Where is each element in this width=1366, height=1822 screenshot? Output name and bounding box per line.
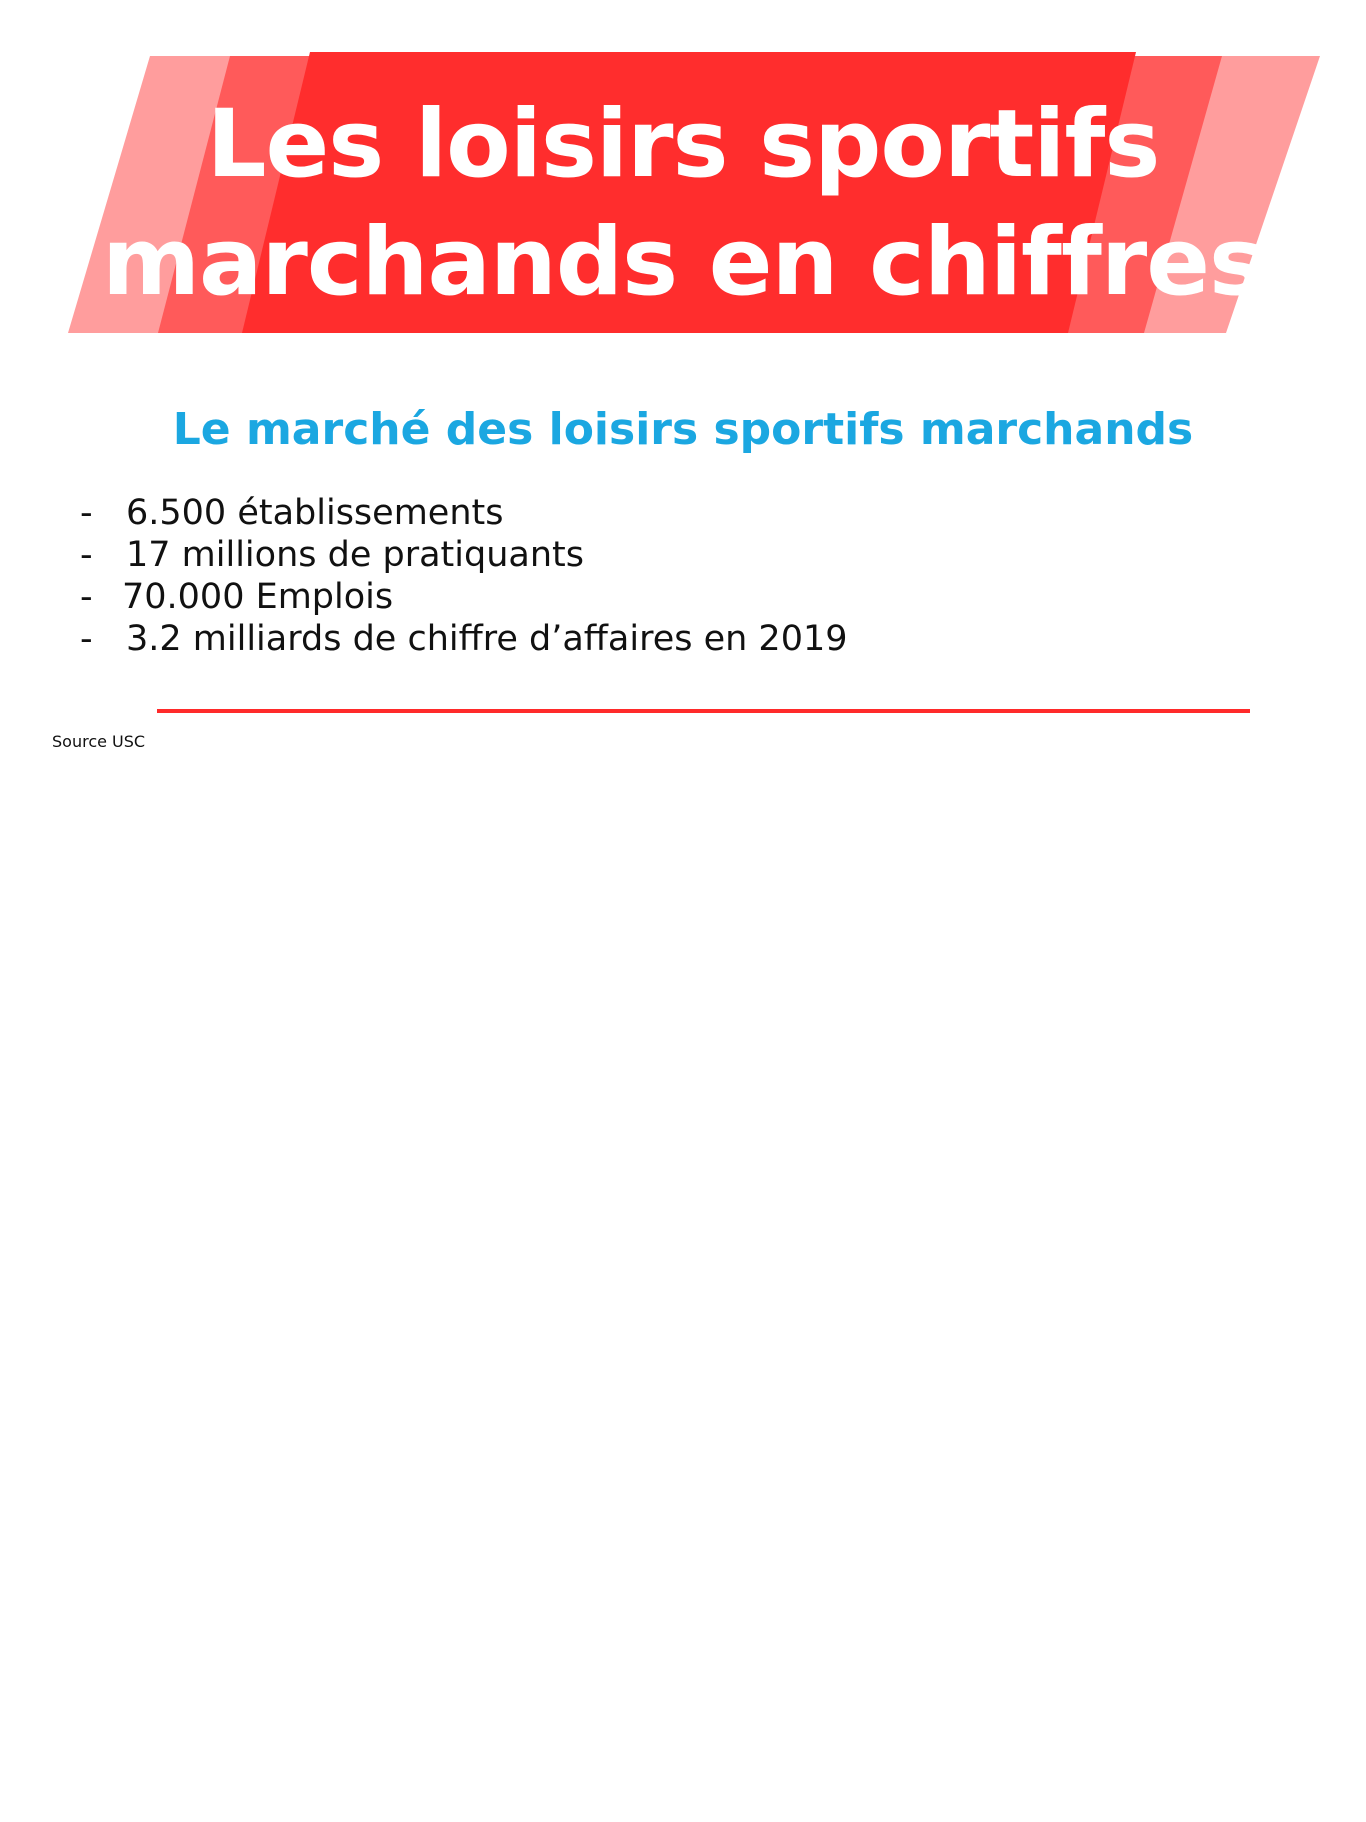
bullet-dash: - [80, 619, 93, 659]
title-banner [0, 0, 1366, 360]
list-item [80, 618, 848, 660]
list-item-text: 70.000 Emplois [122, 577, 394, 617]
bullet-dash: - [80, 535, 93, 575]
stats-list [80, 492, 848, 660]
list-item [80, 576, 848, 618]
source-note: Source USC [52, 732, 146, 751]
bullet-dash: - [80, 577, 93, 617]
red-divider [157, 709, 1250, 713]
list-item-text: 17 millions de pratiquants [126, 535, 584, 575]
bullet-dash: - [80, 493, 93, 533]
list-item-text: 6.500 établissements [126, 493, 504, 533]
page-title: Les loisirs sportifs marchands en chiffres [102, 90, 1264, 317]
section-heading: Le marché des loisirs sportifs marchands [172, 404, 1194, 455]
list-item [80, 534, 848, 576]
list-item [80, 492, 848, 534]
list-item-text: 3.2 milliards de chiffre d’affaires en 2019 [126, 619, 848, 659]
